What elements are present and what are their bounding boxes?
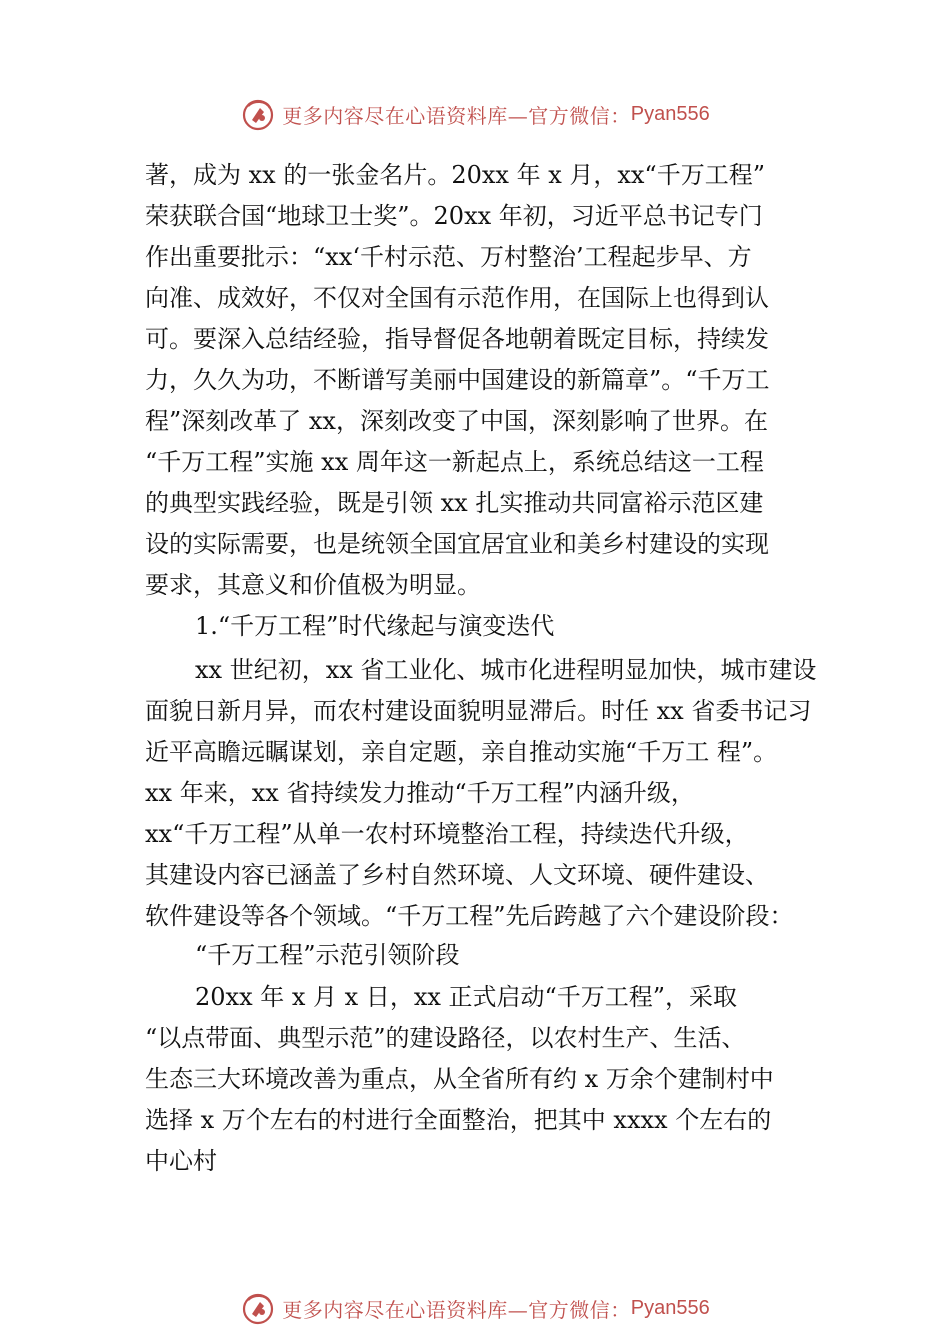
text-line: 要求，其意义和价值极为明显。 [145,571,481,599]
watermark-text: 更多内容尽在心语资料库—官方微信： [282,1297,631,1322]
text-line: 著，成为 xx 的一张金名片。20xx 年 x 月，xx“千万工程” [145,161,765,189]
section-heading: 1.“千万工程”时代缘起与演变迭代 [195,612,555,640]
text-line: 的典型实践经验，既是引领 xx 扎实推动共同富裕示范区建 [145,489,764,517]
text-line: 荣获联合国“地球卫士奖”。20xx 年初，习近平总书记专门 [145,202,763,230]
text-line: 力，久久为功，不断谱写美丽中国建设的新篇章”。“千万工 [145,366,770,394]
text-line: 近平高瞻远瞩谋划，亲自定题，亲自推动实施“千万工 程”。 [145,738,778,766]
text-line: 其建设内容已涵盖了乡村自然环境、人文环境、硬件建设、 [145,861,769,889]
text-line: “千万工程”实施 xx 周年这一新起点上，系统总结这一工程 [145,448,764,476]
text-line: xx 世纪初，xx 省工业化、城市化进程明显加快，城市建设 [195,656,817,684]
section-heading: “千万工程”示范引领阶段 [195,941,460,969]
text-line: 软件建设等各个领域。“千万工程”先后跨越了六个建设阶段： [145,902,794,930]
text-line: 生态三大环境改善为重点，从全省所有约 x 万余个建制村中 [145,1065,774,1093]
text-line: “以点带面、典型示范”的建设路径，以农村生产、生活、 [145,1024,746,1052]
text-line: 可。要深入总结经验，指导督促各地朝着既定目标，持续发 [145,325,769,353]
watermark-id: Pyan556 [630,102,710,125]
text-line: xx“千万工程”从单一农村环境整治工程，持续迭代升级， [145,820,749,848]
text-line: 程”深刻改革了 xx，深刻改变了中国，深刻影响了世界。在 [145,407,768,435]
header-watermark [0,94,950,134]
logo-icon [240,96,276,132]
footer-watermark [0,1288,950,1328]
watermark-id: Pyan556 [630,1296,710,1319]
text-line: 面貌日新月异，而农村建设面貌明显滞后。时任 xx 省委书记习 [145,697,812,725]
text-line: 20xx 年 x 月 x 日，xx 正式启动“千万工程”，采取 [195,983,738,1011]
text-line: 向准、成效好，不仅对全国有示范作用，在国际上也得到认 [145,284,769,312]
text-line: 选择 x 万个左右的村进行全面整治，把其中 xxxx 个左右的 [145,1106,772,1134]
text-line: 作出重要批示：“xx‘千村示范、万村整治’工程起步早、方 [145,243,752,271]
text-line: 设的实际需要，也是统领全国宜居宜业和美乡村建设的实现 [145,530,769,558]
text-line: 中心村 [145,1147,217,1175]
watermark-text: 更多内容尽在心语资料库—官方微信： [282,103,631,128]
logo-icon [240,1290,276,1326]
text-line: xx 年来，xx 省持续发力推动“千万工程”内涵升级， [145,779,695,807]
